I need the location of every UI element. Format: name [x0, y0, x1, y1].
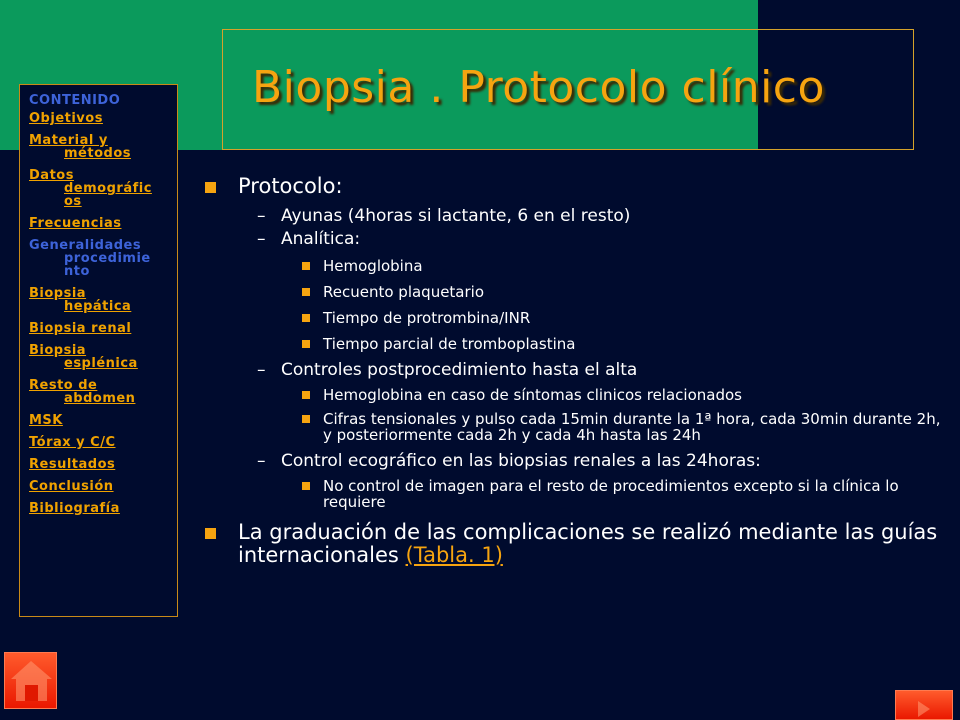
bullet-level-3 — [205, 258, 945, 274]
sidebar-link-line: Material y — [29, 133, 108, 148]
sidebar-link[interactable] — [29, 112, 177, 125]
sidebar-link-line: Datos — [29, 168, 74, 183]
sidebar-link[interactable] — [29, 169, 177, 208]
bullet-text: La graduación de las complicaciones se realizó mediante las guías internacionales — [238, 520, 938, 567]
square-bullet-icon — [302, 314, 310, 322]
sidebar-link[interactable] — [29, 344, 177, 370]
sidebar-link-line: Frecuencias — [29, 216, 122, 231]
dash-bullet-icon: – — [257, 451, 266, 471]
bullet-level-3 — [205, 411, 945, 443]
bullet-text: Controles postprocedimiento hasta el alta — [281, 360, 638, 380]
sidebar-link-line: métodos — [64, 146, 131, 161]
sidebar-link[interactable] — [29, 239, 177, 278]
sidebar-link-line: esplénica — [64, 356, 138, 371]
sidebar-nav-list — [29, 112, 177, 515]
bullet-text: Hemoglobina en caso de síntomas clinicos relacionados — [323, 386, 742, 404]
bullet-text: Control ecográfico en las biopsias renales a las 24horas: — [281, 451, 761, 471]
sidebar-link-line: MSK — [29, 413, 63, 428]
bullet-text: Cifras tensionales y pulso cada 15min durante la 1ª hora, cada 30min durante 2h, y posteriormente cada 2h y cada 4h hasta las 24h — [323, 410, 941, 444]
sidebar-heading: CONTENIDO — [29, 93, 121, 108]
dash-bullet-icon: – — [257, 206, 266, 226]
table-1-link[interactable]: (Tabla. 1) — [405, 543, 503, 567]
sidebar-link[interactable] — [29, 379, 177, 405]
bullet-level-2 — [205, 451, 945, 471]
square-bullet-icon — [205, 182, 216, 193]
bullet-text: Recuento plaquetario — [323, 283, 485, 301]
bullet-level-2 — [205, 206, 945, 226]
dash-bullet-icon: – — [257, 360, 266, 380]
bullet-level-1 — [205, 521, 945, 567]
home-button[interactable] — [4, 652, 57, 709]
sidebar-link[interactable] — [29, 458, 177, 471]
sidebar-link-line: Biopsia — [29, 286, 87, 301]
square-bullet-icon — [302, 415, 310, 423]
sidebar-link-line: nto — [64, 264, 90, 279]
square-bullet-icon — [302, 391, 310, 399]
square-bullet-icon — [302, 262, 310, 270]
square-bullet-icon — [302, 340, 310, 348]
sidebar-link[interactable] — [29, 134, 177, 160]
sidebar-link-line: hepática — [64, 299, 132, 314]
sidebar-link-line: Biopsia renal — [29, 321, 132, 336]
sidebar-link-line: Conclusión — [29, 479, 114, 494]
sidebar-link[interactable] — [29, 217, 177, 230]
bullet-text: Tiempo de protrombina/INR — [323, 309, 531, 327]
sidebar-link-line: Bibliografía — [29, 501, 120, 516]
sidebar-link-line: demográfic — [64, 181, 152, 196]
bullet-level-3 — [205, 478, 945, 510]
bullet-level-3 — [205, 387, 945, 403]
slide-body — [205, 175, 945, 567]
bullet-text: Analítica: — [281, 229, 361, 249]
sidebar-link-line: Tórax y C/C — [29, 435, 116, 450]
sidebar-link[interactable] — [29, 502, 177, 515]
sidebar-link-line: Objetivos — [29, 111, 103, 126]
dash-bullet-icon: – — [257, 229, 266, 249]
bullet-level-1 — [205, 175, 945, 198]
square-bullet-icon — [205, 528, 216, 539]
sidebar-link-line: os — [64, 194, 82, 209]
next-slide-button[interactable] — [895, 690, 953, 720]
sidebar-link-line: Resto de — [29, 378, 98, 393]
square-bullet-icon — [302, 482, 310, 490]
bullet-level-2 — [205, 360, 945, 380]
bullet-level-2 — [205, 229, 945, 249]
contents-sidebar — [19, 84, 178, 617]
sidebar-link-line: Generalidades — [29, 238, 142, 253]
bullet-text: Ayunas (4horas si lactante, 6 en el resto) — [281, 206, 631, 226]
bullet-text: Tiempo parcial de tromboplastina — [323, 335, 576, 353]
sidebar-link-line: procedimie — [64, 251, 151, 266]
bullet-level-3 — [205, 336, 945, 352]
slide-title: Biopsia . Protocolo clínico — [252, 62, 825, 113]
bullet-text: Protocolo: — [238, 174, 343, 198]
bullet-level-3 — [205, 310, 945, 326]
sidebar-link[interactable] — [29, 287, 177, 313]
bullet-text: Hemoglobina — [323, 257, 423, 275]
square-bullet-icon — [302, 288, 310, 296]
sidebar-link[interactable] — [29, 480, 177, 493]
next-slide-icon — [896, 691, 954, 720]
sidebar-link-line: Biopsia — [29, 343, 87, 358]
bullet-level-3 — [205, 284, 945, 300]
sidebar-link[interactable] — [29, 414, 177, 427]
sidebar-link[interactable] — [29, 436, 177, 449]
bullet-text: No control de imagen para el resto de procedimientos excepto si la clínica lo requiere — [323, 477, 899, 511]
sidebar-link-line: Resultados — [29, 457, 116, 472]
home-icon — [5, 653, 58, 710]
sidebar-link-line: abdomen — [64, 391, 136, 406]
sidebar-link[interactable] — [29, 322, 177, 335]
